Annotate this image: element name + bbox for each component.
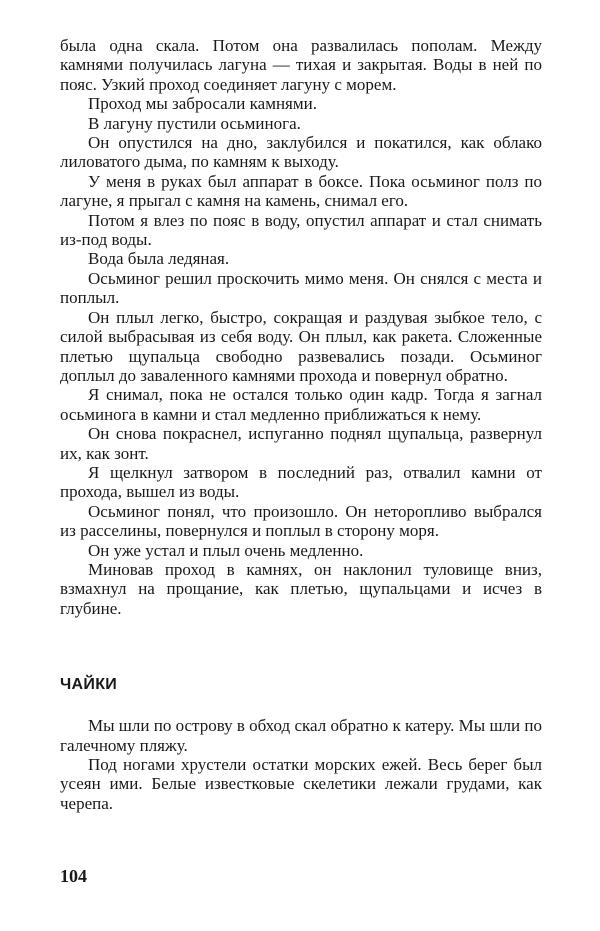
paragraph: У меня в руках был аппарат в боксе. Пока осьминог полз по лагуне, я прыгал с камня на камень, снимал его.	[60, 171, 542, 211]
paragraph: Потом я влез по пояс в воду, опустил аппарат и стал снимать из-под воды.	[60, 210, 542, 250]
paragraph: Я щелкнул затвором в последний раз, отвалил камни от прохода, вышел из воды.	[60, 462, 542, 502]
paragraph: Он снова покраснел, испуганно поднял щупальца, развернул их, как зонт.	[60, 424, 542, 463]
section-title: ЧАЙКИ	[60, 676, 118, 694]
paragraph: Вода была ледяная.	[88, 249, 230, 269]
paragraph: Миновав проход в камнях, он наклонил туловище вниз, взмахнул на прощание, как плетью, щупальцами и исчез в глубине.	[60, 559, 542, 618]
paragraph: Мы шли по острову в обход скал обратно к катеру. Мы шли по галечному пляжу.	[60, 716, 542, 755]
paragraph: Он опустился на дно, заклубился и покатился, как облако лиловатого дыма, по камням к выходу.	[60, 133, 542, 172]
page-number: 104	[60, 866, 87, 886]
text-block	[60, 36, 542, 813]
paragraph: Проход мы забросали камнями.	[88, 94, 317, 114]
paragraph: Я снимал, пока не остался только один кадр. Тогда я загнал осьминога в камни и стал медленно приближаться к нему.	[60, 385, 542, 424]
paragraph: Под ногами хрустели остатки морских ежей. Весь берег был усеян ими. Белые известковые скелетики лежали грудами, как черепа.	[60, 755, 542, 813]
paragraph: Осьминог решил проскочить мимо меня. Он снялся с места и поплыл.	[60, 268, 542, 308]
paragraph: Он уже устал и плыл очень медленно.	[88, 540, 364, 560]
paragraph: была одна скала. Потом она развалилась пополам. Между камнями получилась лагуна — тихая и закрытая. Воды в ней по пояс. Узкий проход соединяет лагуну с морем.	[60, 36, 542, 94]
paragraph: Осьминог понял, что произошло. Он неторопливо выбрался из расселины, повернулся и поплыл в сторону моря.	[60, 501, 542, 541]
paragraph: Он плыл легко, быстро, сокращая и раздувая зыбкое тело, с силой выбрасывая из себя воду. Он плыл, как ракета. Сложенные плетью щупальца свободно развевались позади. Осьминог доплыл до заваленного камнями прохода и повернул обратно.	[60, 307, 542, 385]
paragraph: В лагуну пустили осьминога.	[88, 113, 301, 133]
